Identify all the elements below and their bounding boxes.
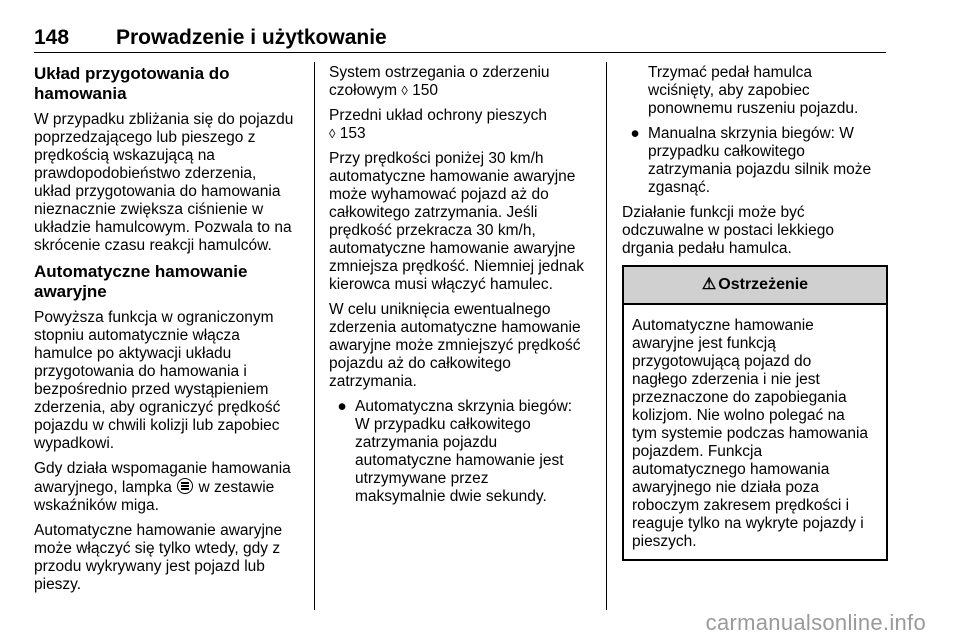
paragraph: W przypadku zbliżania się do pojazdu poprzedzającego lub pieszego z prędkością wskazującą na prawdopodobieństwo zderzenia, układ przygotowania do hamowania nieznacznie zwiększa ciśnienie w układzie hamulcowym. Pozwala to na skrócenie czasu reakcji hamulców. <box>34 111 294 254</box>
list-item-text: Automatyczna skrzynia biegów: W przypadku całkowitego zatrzymania pojazdu automatyczne hamowanie jest utrzymywane przez maksymalnie dwie sekundy. <box>355 398 573 505</box>
cross-reference <box>329 107 595 143</box>
paragraph: Automatyczne hamowanie awaryjne może włączyć się tylko wtedy, gdy z przodu wykrywany jest pojazd lub pieszy. <box>34 522 283 593</box>
paragraph: W celu uniknięcia ewentualnego zderzenia automatyczne hamowanie awaryjne może zmniejszyć prędkość pojazdu aż do całkowitego zatrzymania. <box>329 301 581 390</box>
paragraph: Powyższa funkcja w ograniczonym stopniu automatycznie włącza hamulce po aktywacji układu przygotowania do hamowania i bezpośrednio przed wystąpieniem zderzenia, aby ograniczyć prędkość pojazdu w chwili kolizji lub zapobiec wypadkowi. <box>34 309 281 452</box>
warning-triangle-icon: ⚠ <box>701 276 717 293</box>
lamp-text-after: w zestawie wskaźników miga. <box>34 479 275 514</box>
paragraph-lamp <box>34 460 304 515</box>
column-1 <box>34 64 304 601</box>
column-divider <box>314 62 315 610</box>
lamp-text-before: Gdy działa wspomaganie hamowania awaryjnego, lampka <box>34 460 291 496</box>
list-item-text: Manualna skrzynia biegów: W przypadku całkowitego zatrzymania pojazdu silnik może zgasnąć. <box>648 125 872 196</box>
list-item <box>622 125 888 197</box>
column-divider <box>606 62 607 610</box>
list-item <box>329 398 595 506</box>
bullet-icon: ● <box>337 398 347 415</box>
bullet-icon: ● <box>630 125 640 142</box>
warning-title: Ostrzeżenie <box>718 276 809 293</box>
warning-header <box>624 267 886 305</box>
section-heading-emergency-braking: Automatyczne hamowanie awaryjne <box>34 262 248 301</box>
chapter-title: Prowadzenie i użytkowanie <box>116 26 387 49</box>
paragraph: Działanie funkcji może być odczuwalne w postaci lekkiego drgania pedału hamulca. <box>622 204 834 257</box>
page-ref-icon: ◊ <box>401 83 408 98</box>
cross-reference-page[interactable]: 153 <box>339 125 366 142</box>
page-number: 148 <box>34 26 70 49</box>
watermark: carmanualsonline.info <box>705 610 926 635</box>
cross-reference-text: System ostrzegania o zderzeniu czołowym <box>329 64 550 99</box>
section-heading-brake-prep: Układ przygotowania do hamowania <box>34 64 230 103</box>
cross-reference-page[interactable]: 150 <box>412 82 438 99</box>
page-ref-icon: ◊ <box>329 126 336 141</box>
column-3 <box>622 64 888 561</box>
list-item-continuation: Trzymać pedał hamulca wciśnięty, aby zapobiec ponownemu ruszeniu pojazdu. <box>648 64 859 117</box>
column-2 <box>329 64 595 513</box>
cross-reference-text: Przedni układ ochrony pieszych <box>329 107 547 124</box>
cross-reference <box>329 64 595 100</box>
warning-text: Automatyczne hamowanie awaryjne jest funkcją przygotowującą pojazd do nagłego zderzenia i nie jest przeznaczone do zapobiegania kolizjom. Nie wolno polegać na tym systemie podczas hamowania pojazdem. Funkcja automatycznego hamowania awaryjnego nie działa poza roboczym zakresem prędkości i reaguje tylko na wykryte pojazdy i pieszych. <box>632 317 869 550</box>
brake-assist-lamp-icon <box>177 478 193 494</box>
warning-box <box>622 265 888 561</box>
page-header <box>34 26 886 53</box>
paragraph: Przy prędkości poniżej 30 km/h automatyczne hamowanie awaryjne może wyhamować pojazd aż do całkowitego zatrzymania. Jeśli prędkość przekracza 30 km/h, automatyczne hamowanie awaryjne zmniejsza prędkość. Niemniej jednak kierowca musi włączyć hamulec. <box>329 150 585 293</box>
